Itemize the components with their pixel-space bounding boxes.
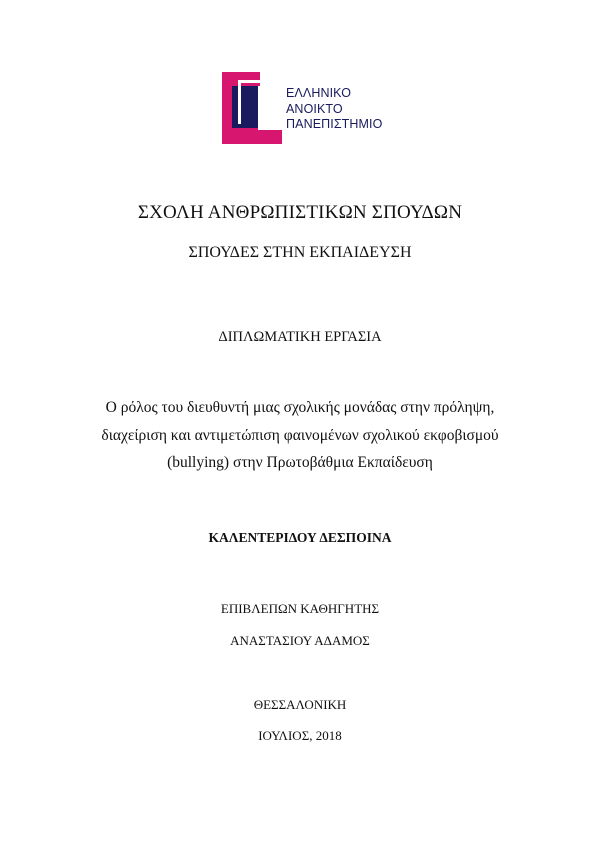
supervisor-name: ΑΝΑΣΤΑΣΙΟΥ ΑΔΑΜΟΣ xyxy=(230,633,370,648)
logo-line-1: ΕΛΛΗΝΙΚΟ xyxy=(286,86,352,100)
document-type: ΔΙΠΛΩΜΑΤΙΚΗ ΕΡΓΑΣΙΑ xyxy=(218,329,382,345)
thesis-title-line-3: (bullying) στην Πρωτοβάθμια Εκπαίδευση xyxy=(167,454,433,471)
logo-wordmark xyxy=(286,86,382,133)
supervisor-label: ΕΠΙΒΛΕΠΩΝ ΚΑΘΗΓΗΤΗΣ xyxy=(220,601,380,616)
logo-line-3: ΠΑΝΕΠΙΣΤΗΜΙΟ xyxy=(286,117,383,131)
thesis-title xyxy=(60,394,540,477)
university-logo xyxy=(222,72,412,144)
logo-line-2: ΑΝΟΙΚΤΟ xyxy=(286,101,343,116)
thesis-title-line-2: διαχείριση και αντιμετώπιση φαινομένων σχολικού εκφοβισμού xyxy=(101,426,499,444)
submission-date: ΙΟΥΛΙΟΣ, 2018 xyxy=(258,728,342,743)
city: ΘΕΣΣΑΛΟΝΙΚΗ xyxy=(253,697,347,712)
author-name: ΚΑΛΕΝΤΕΡΙΔΟΥ ΔΕΣΠΟΙΝΑ xyxy=(208,530,392,545)
thesis-title-line-1: Ο ρόλος του διευθυντή μιας σχολικής μονάδας στην πρόληψη, xyxy=(105,399,495,416)
university-emblem-icon xyxy=(222,72,286,144)
program-name: ΣΠΟΥΔΕΣ ΣΤΗΝ ΕΚΠΑΙΔΕΥΣΗ xyxy=(188,244,412,261)
school-name: ΣΧΟΛΗ ΑΝΘΡΩΠΙΣΤΙΚΩΝ ΣΠΟΥΔΩΝ xyxy=(137,202,463,223)
